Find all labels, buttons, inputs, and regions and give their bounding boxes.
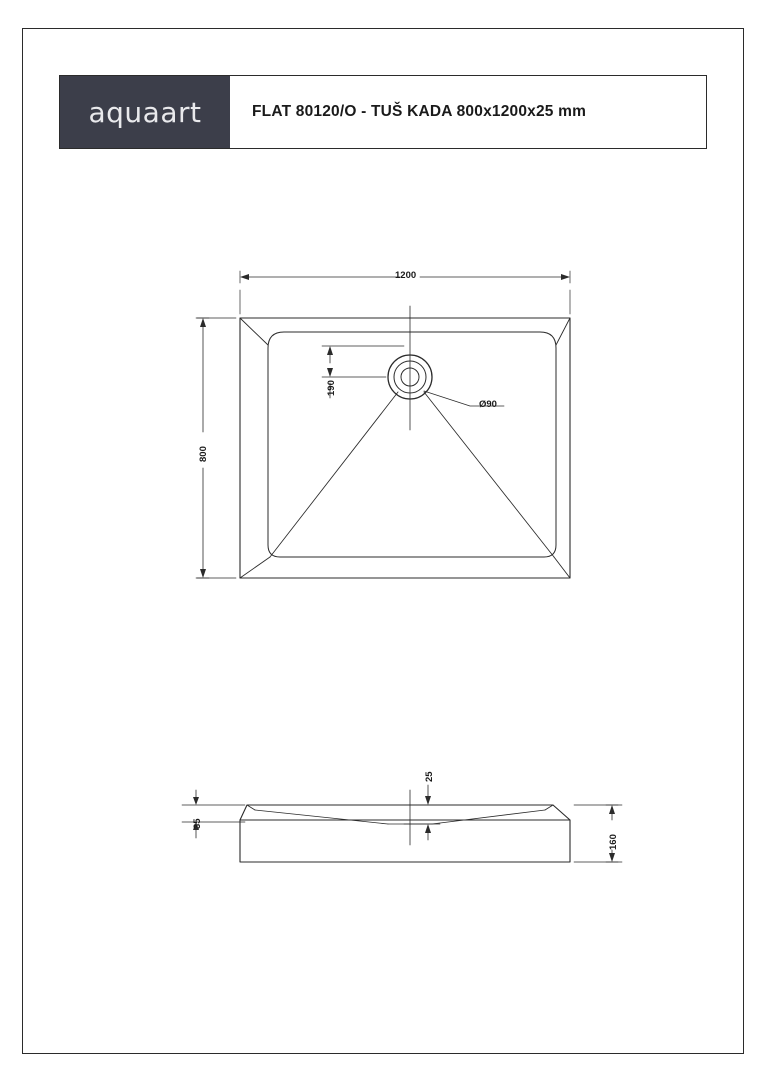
page-title: FLAT 80120/O - TUŠ KADA 800x1200x25 mm: [252, 103, 587, 120]
bevel-line-bottom-left: [240, 557, 270, 578]
dim-arrow-190-bottom: [327, 368, 333, 377]
side-view-rim-right: [545, 805, 553, 810]
dim-label-width-1200: 1200: [395, 270, 417, 281]
dim-arrow-160-top: [609, 805, 615, 814]
dim-label-total-height-160: 160: [608, 834, 619, 850]
dim-label-edge-height-35: 35: [192, 818, 203, 829]
brand-logo-text: aquaart: [88, 95, 202, 129]
slope-line-left: [270, 392, 398, 557]
dim-label-drain-diameter: Ø90: [479, 399, 497, 410]
side-view-body: [240, 820, 570, 862]
dim-arrow-1200-left: [240, 274, 249, 280]
bevel-line-top-left: [240, 318, 268, 345]
dim-arrow-800-bottom: [200, 569, 206, 578]
dim-arrow-25-top: [425, 796, 431, 805]
dim-label-thickness-25: 25: [424, 771, 435, 782]
dim-label-drain-offset-190: 190: [326, 380, 337, 396]
dim-arrow-190-top: [327, 346, 333, 355]
dim-label-depth-800: 800: [198, 446, 209, 462]
tray-outline-top: [240, 318, 570, 578]
dim-arrow-35-top: [193, 797, 199, 805]
side-view-inner-slope-right: [432, 810, 545, 824]
dim-arrow-1200-right: [561, 274, 570, 280]
side-view-top-profile: [240, 805, 570, 820]
side-view-inner-slope-left: [255, 810, 388, 824]
slope-line-right: [424, 392, 554, 557]
bevel-line-bottom-right: [554, 557, 570, 578]
tray-inner-basin: [268, 332, 556, 557]
side-view-rim-left: [247, 805, 255, 810]
dim-arrow-160-bottom: [609, 853, 615, 862]
bevel-line-top-right: [556, 318, 570, 345]
dim-arrow-800-top: [200, 318, 206, 327]
